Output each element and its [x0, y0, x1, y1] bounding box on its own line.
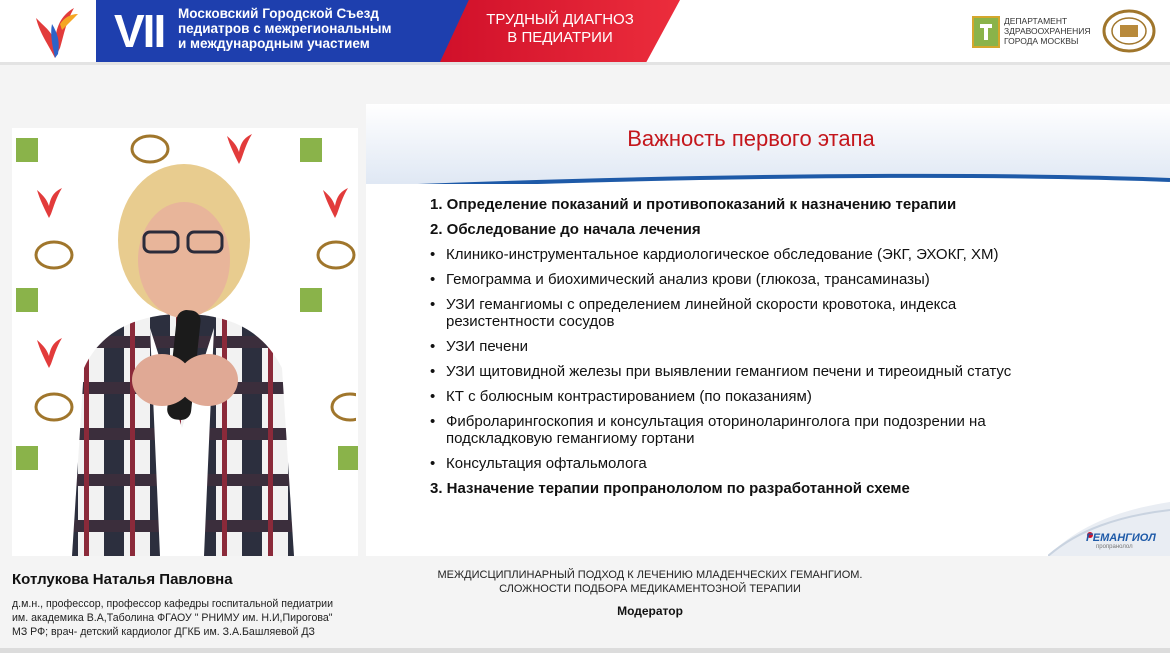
health-department-name	[1004, 16, 1091, 46]
session-title-line: МЕЖДИСЦИПЛИНАРНЫЙ ПОДХОД К ЛЕЧЕНИЮ МЛАДЕНЧЕСКИХ ГЕМАНГИОМ.	[437, 569, 863, 581]
list-item: 1. Определение показаний и противопоказаний к назначению терапии	[430, 196, 957, 213]
banner-divider	[0, 62, 1170, 65]
congress-title	[178, 6, 391, 51]
congress-line: и международным участием	[178, 36, 370, 51]
congress-line: Московский Городской Съезд	[178, 6, 379, 21]
speaker-video	[12, 128, 358, 556]
presentation-slide	[366, 104, 1170, 556]
speaker-description-line: д.м.н., профессор, профессор кафедры госпитальной педиатрии	[12, 598, 334, 610]
brand-subtitle: пропранолол	[1096, 544, 1133, 550]
dept-line: ГОРОДА МОСКВЫ	[1004, 36, 1079, 46]
list-item: • Гемограмма и биохимический анализ крови (глюкоза, трансаминазы)	[430, 271, 1150, 288]
bottom-divider	[0, 648, 1170, 653]
session-title	[398, 568, 902, 596]
dept-line: ЗДРАВООХРАНЕНИЯ	[1004, 26, 1091, 36]
speaker-description-line: МЗ РФ; врач- детский кардиолог ДГКБ им. З.А.Башляевой ДЗ	[12, 626, 315, 638]
list-item: 3. Назначение терапии пропранололом по разработанной схеме	[430, 480, 910, 497]
list-item: • Консультация офтальмолога	[430, 455, 1150, 472]
list-item: 2. Обследование до начала лечения	[430, 221, 701, 238]
slide-title: Важность первого этапа	[627, 126, 875, 151]
list-item: • КТ с болюсным контрастированием (по показаниям)	[430, 388, 1150, 405]
list-item: • УЗИ щитовидной железы при выявлении гемангиом печени и тиреоидный статус	[430, 363, 1150, 380]
list-item: • УЗИ гемангиомы с определением линейной скорости кровотока, индекса резистентности сосудов	[430, 296, 1056, 330]
speaker-role: Модератор	[617, 604, 683, 618]
session-title-line: СЛОЖНОСТИ ПОДБОРА МЕДИКАМЕНТОЗНОЙ ТЕРАПИИ	[499, 583, 801, 595]
speaker-description	[12, 597, 333, 639]
list-item: • Фиброларингоскопия и консультация оториноларинголога при подозрении на подскладковую гемангиому гортани	[430, 413, 1086, 447]
congress-number: VII	[114, 5, 165, 57]
diagnosis-line: В ПЕДИАТРИИ	[507, 29, 613, 46]
speaker-name: Котлукова Наталья Павловна	[12, 571, 233, 588]
dept-line: ДЕПАРТАМЕНТ	[1004, 16, 1068, 26]
health-department-logo-icon	[972, 16, 1000, 48]
congress-line: педиатров с межрегиональным	[178, 21, 392, 36]
list-item: • Клинико-инструментальное кардиологическое обследование (ЭКГ, ЭХОКГ, ХМ)	[430, 246, 1150, 263]
diagnosis-line: ТРУДНЫЙ ДИАГНОЗ	[486, 11, 634, 28]
brand-name: ГЕМАНГИОЛ	[1086, 532, 1156, 544]
event-banner	[0, 0, 1170, 62]
phoenix-logo-icon	[30, 4, 80, 60]
society-seal-icon	[1102, 9, 1156, 53]
list-item: • УЗИ печени	[430, 338, 1150, 355]
diagnosis-title	[470, 11, 650, 47]
speaker-description-line: им. академика В.А,Таболина ФГАОУ " РНИМУ им. Н.И,Пирогова"	[12, 612, 333, 624]
slide-content	[430, 196, 1150, 497]
speaker-figure	[12, 128, 358, 556]
